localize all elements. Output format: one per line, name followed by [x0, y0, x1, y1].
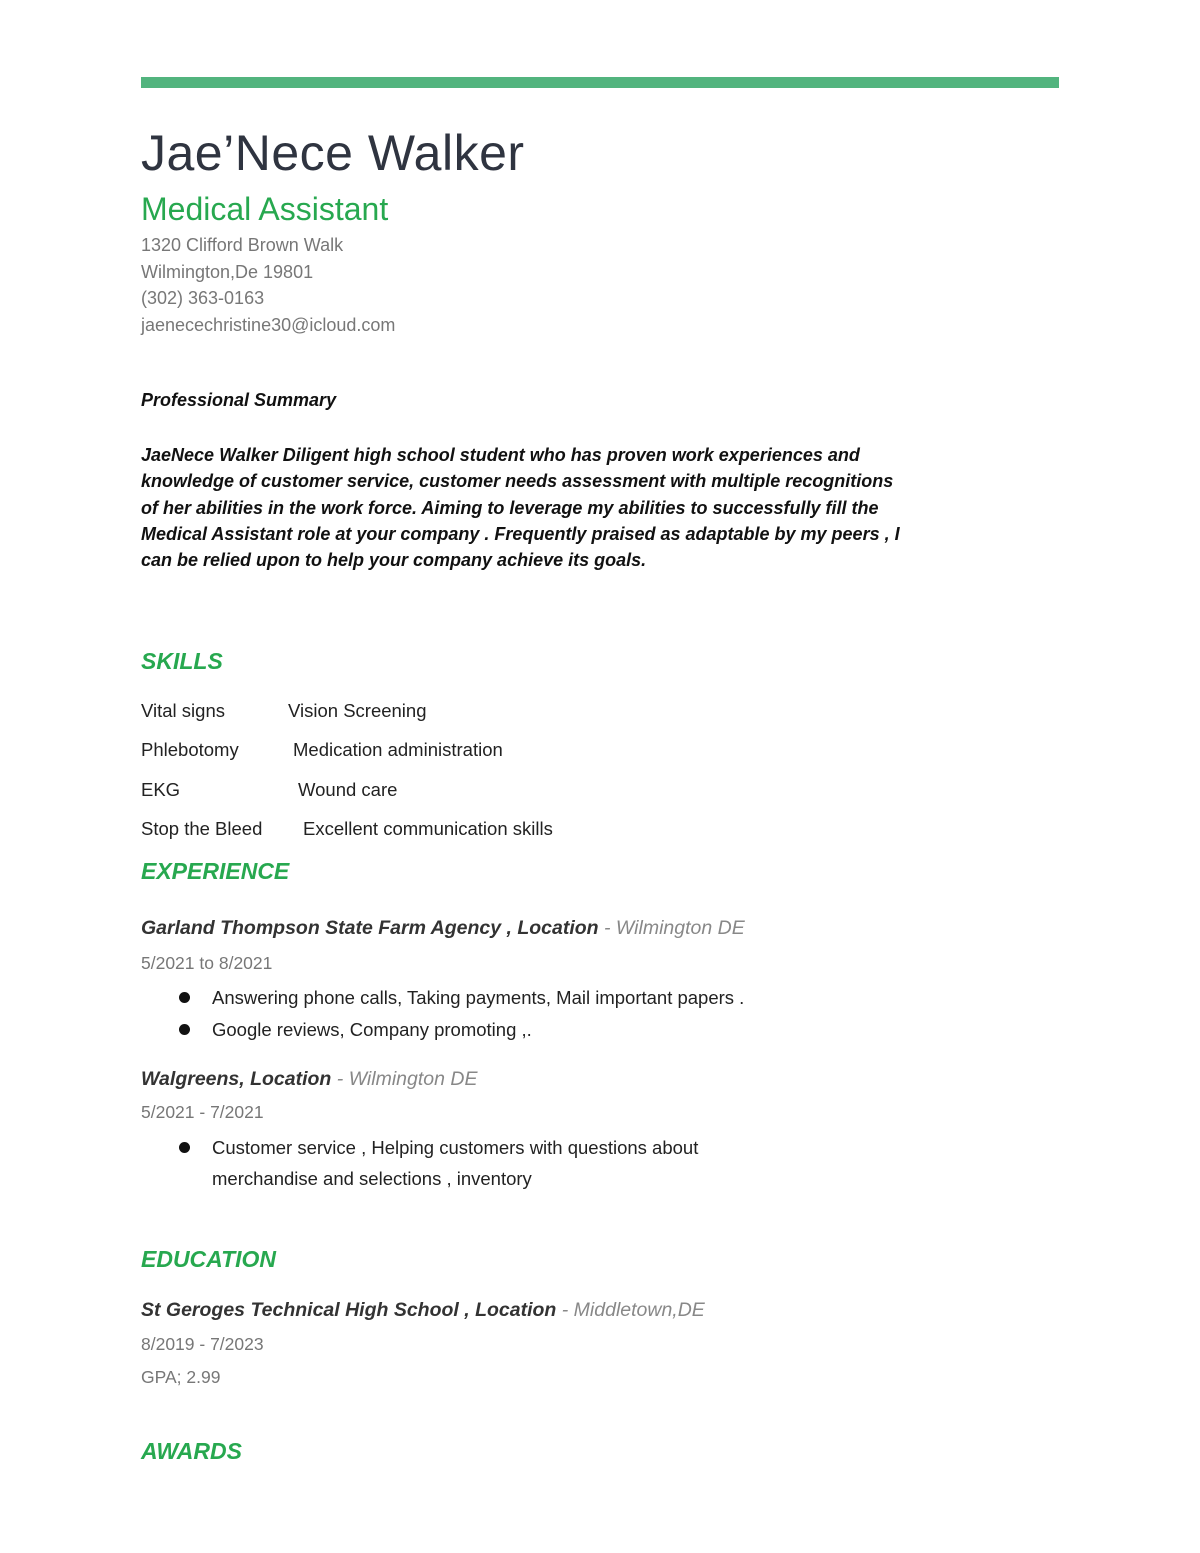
candidate-name: Jae’Nece Walker [141, 125, 525, 181]
list-item [179, 982, 819, 1013]
skill-item: Vital signs [141, 700, 225, 721]
job-dates: 5/2021 to 8/2021 [141, 953, 273, 973]
address-line-2: Wilmington,De 19801 [141, 261, 314, 282]
list-item-text: Answering phone calls, Taking payments, Mail important papers . [212, 987, 745, 1008]
school-name: St Geroges Technical High School , Location [141, 1299, 557, 1321]
experience-heading: EXPERIENCE [141, 858, 290, 884]
skill-item: Wound care [298, 779, 398, 800]
bullet-dot [179, 1024, 190, 1035]
skill-item: Excellent communication skills [303, 818, 553, 839]
school-location: - Middletown,DE [556, 1299, 705, 1321]
job-title [141, 1068, 477, 1091]
job-location: - Wilmington DE [598, 917, 745, 939]
bullet-dot [179, 992, 190, 1003]
education-heading: EDUCATION [141, 1246, 277, 1272]
accent-bar [141, 77, 1059, 88]
skills-heading: SKILLS [141, 648, 223, 674]
skill-item: Stop the Bleed [141, 818, 263, 839]
skill-item: Phlebotomy [141, 739, 239, 760]
list-item-text: Customer service , Helping customers with questions about merchandise and selections , inventory [212, 1137, 699, 1189]
job-title [141, 917, 745, 940]
gpa: GPA; 2.99 [141, 1367, 221, 1387]
list-item [179, 1014, 819, 1045]
address-line-1: 1320 Clifford Brown Walk [141, 235, 344, 255]
school-title [141, 1299, 705, 1322]
skill-item: Medication administration [293, 739, 503, 760]
list-item-text: Google reviews, Company promoting ,. [212, 1019, 532, 1040]
contact-block [141, 232, 395, 338]
skill-item: Vision Screening [288, 700, 427, 721]
candidate-role: Medical Assistant [141, 191, 389, 227]
awards-heading: AWARDS [141, 1438, 242, 1464]
job-location: - Wilmington DE [331, 1068, 478, 1090]
summary-text: JaeNece Walker Diligent high school student who has proven work experiences and knowledge of customer service, customer needs assessment with multiple recognitions of her abilities in the work force. Aiming to leverage my abilities to successfully fill the Medical Assistant role at your company . Frequently praised as adaptable by my peers , I can be relied upon to help your company achieve its goals. [141, 445, 900, 571]
job-employer: Walgreens, Location [141, 1068, 332, 1090]
bullet-dot [179, 1142, 190, 1153]
job-employer: Garland Thompson State Farm Agency , Location [141, 917, 599, 939]
skill-item: EKG [141, 779, 181, 800]
email-address: jaenecechristine30@icloud.com [141, 314, 396, 335]
phone-number: (302) 363-0163 [141, 288, 265, 308]
job-dates: 5/2021 - 7/2021 [141, 1102, 264, 1122]
summary-title: Professional Summary [141, 390, 337, 410]
resume-page [141, 0, 1059, 1553]
school-dates: 8/2019 - 7/2023 [141, 1334, 264, 1354]
list-item [179, 1132, 779, 1194]
